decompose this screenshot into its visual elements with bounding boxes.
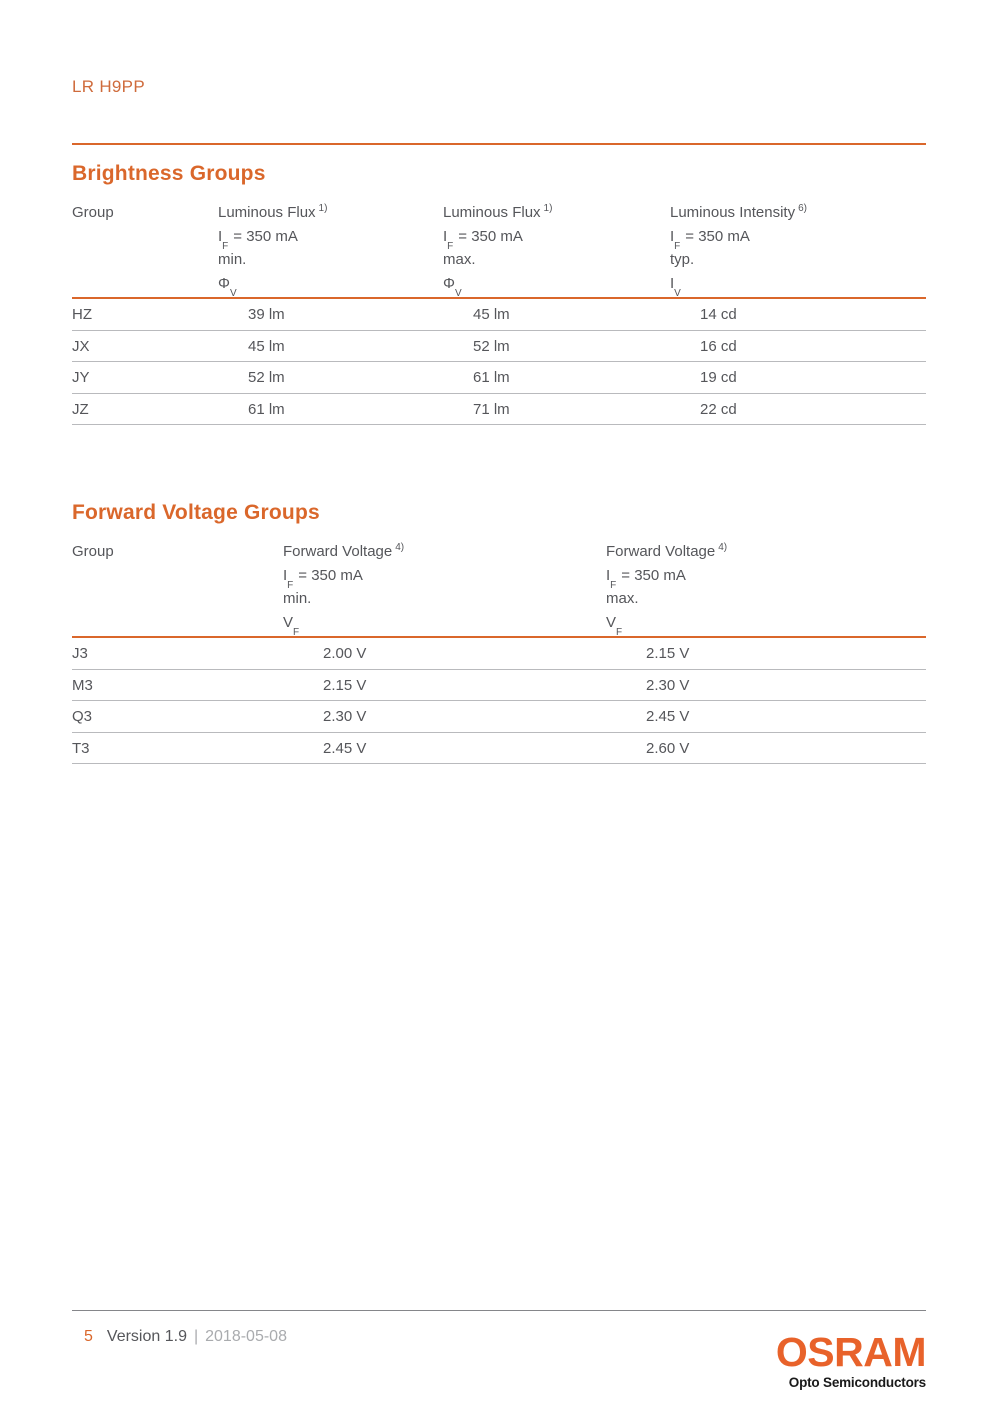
cell-max: 52 lm (473, 337, 510, 355)
cell-min: 2.00 V (323, 645, 367, 662)
forward-voltage-section-title: Forward Voltage Groups (72, 501, 320, 524)
cell-group: M3 (72, 676, 93, 694)
cell-max: 61 lm (473, 369, 510, 386)
table-row (72, 733, 926, 765)
cell-max: 2.60 V (646, 739, 690, 757)
group-header-label: Group (72, 204, 114, 221)
table-row (72, 701, 926, 733)
table-row (72, 299, 926, 331)
column-header-intensity-typ (670, 201, 926, 299)
stat-label: min. (218, 251, 247, 268)
cell-typ: 19 cd (700, 369, 737, 386)
column-header-vf-min (283, 540, 606, 638)
quantity-symbol: V (606, 613, 617, 631)
brightness-section-title: Brightness Groups (72, 162, 266, 185)
header-divider (72, 143, 926, 145)
footer-divider (72, 1310, 926, 1311)
footnote-marker: 4) (395, 542, 405, 553)
product-title: LR H9PP (72, 77, 145, 96)
cell-max: 2.30 V (646, 676, 690, 694)
current-subscript: F (610, 579, 617, 591)
current-condition: = 350 mA (621, 566, 686, 584)
footnote-marker: 6) (798, 203, 807, 214)
cell-min: 39 lm (248, 306, 285, 323)
cell-typ: 14 cd (700, 306, 737, 323)
cell-group: HZ (72, 306, 92, 323)
column-header-flux-max (443, 201, 670, 299)
cell-group: JY (72, 369, 90, 386)
brightness-table-header (72, 201, 926, 299)
cell-group: T3 (72, 739, 90, 757)
table-row (72, 638, 926, 670)
group-header-label: Group (72, 543, 114, 560)
date-label: 2018-05-08 (205, 1328, 287, 1345)
quantity-symbol: Φ (443, 274, 455, 292)
footnote-marker: 1) (318, 203, 328, 214)
current-condition: = 350 mA (685, 227, 750, 245)
cell-min: 61 lm (248, 400, 285, 418)
forward-voltage-table-header (72, 540, 926, 638)
quantity-subscript: V (454, 287, 462, 299)
column-title: Forward Voltage (283, 543, 393, 560)
current-symbol: I (670, 227, 675, 245)
footnote-marker: 1) (543, 203, 553, 214)
stat-label: max. (443, 251, 476, 268)
table-row (72, 362, 926, 394)
cell-min: 2.15 V (323, 676, 367, 694)
current-symbol: I (218, 227, 223, 245)
footer-separator: | (193, 1328, 199, 1345)
cell-max: 2.45 V (646, 708, 690, 725)
version-label: Version 1.9 (106, 1328, 187, 1345)
current-condition: = 350 mA (233, 227, 298, 245)
quantity-symbol: I (670, 274, 675, 292)
quantity-subscript: F (616, 626, 623, 638)
quantity-subscript: V (674, 287, 681, 299)
quantity-symbol: Φ (218, 274, 230, 292)
cell-group: JX (72, 337, 90, 355)
cell-min: 2.30 V (323, 708, 367, 725)
cell-min: 2.45 V (323, 739, 367, 757)
table-row (72, 394, 926, 426)
cell-group: JZ (72, 400, 89, 418)
current-condition: = 350 mA (298, 566, 363, 584)
column-header-group (72, 201, 218, 295)
stat-label: min. (283, 590, 312, 607)
current-symbol: I (606, 566, 611, 584)
cell-typ: 16 cd (700, 337, 737, 355)
cell-max: 45 lm (473, 306, 510, 323)
current-subscript: F (287, 579, 294, 591)
column-title: Luminous Flux (218, 204, 316, 221)
footnote-marker: 4) (718, 542, 728, 553)
brightness-groups-section (72, 162, 926, 425)
osram-wordmark: OSRAM (775, 1329, 926, 1375)
column-header-group (72, 540, 283, 634)
current-condition: = 350 mA (458, 227, 523, 245)
current-subscript: F (222, 240, 229, 252)
column-title: Forward Voltage (606, 543, 716, 560)
table-row (72, 670, 926, 702)
quantity-subscript: V (229, 287, 237, 299)
column-title: Luminous Intensity (670, 204, 796, 221)
stat-label: max. (606, 590, 639, 607)
table-row (72, 331, 926, 363)
current-subscript: F (447, 240, 454, 252)
cell-group: J3 (72, 645, 88, 662)
current-symbol: I (443, 227, 448, 245)
cell-max: 2.15 V (646, 645, 690, 662)
forward-voltage-groups-section (72, 501, 926, 764)
page-number: 5 (84, 1328, 93, 1345)
osram-logo (775, 1329, 926, 1390)
quantity-symbol: V (283, 613, 294, 631)
stat-label: typ. (670, 251, 695, 268)
cell-typ: 22 cd (700, 400, 737, 418)
current-symbol: I (283, 566, 288, 584)
column-title: Luminous Flux (443, 204, 541, 221)
cell-min: 45 lm (248, 337, 285, 355)
footer (84, 1327, 287, 1347)
column-header-flux-min (218, 201, 443, 299)
osram-logo-subtext: Opto Semiconductors (788, 1375, 926, 1390)
current-subscript: F (674, 240, 681, 252)
cell-min: 52 lm (248, 369, 285, 386)
column-header-vf-max (606, 540, 926, 638)
cell-max: 71 lm (473, 400, 510, 418)
cell-group: Q3 (72, 708, 93, 725)
quantity-subscript: F (293, 626, 300, 638)
